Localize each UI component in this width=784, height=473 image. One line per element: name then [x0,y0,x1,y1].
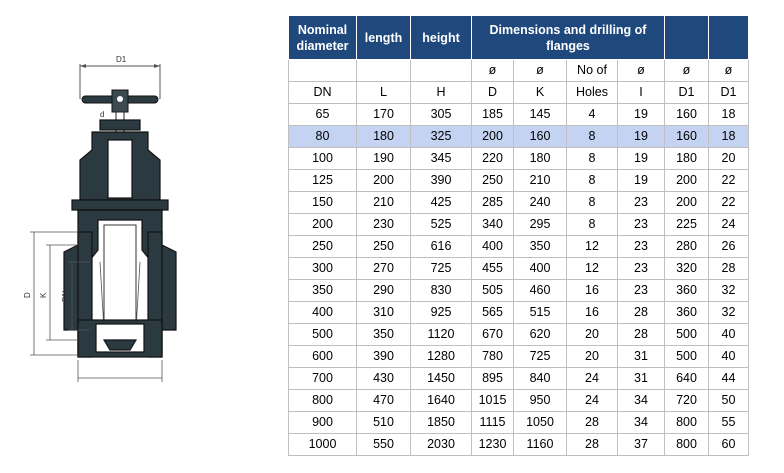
table-cell: 23 [618,236,665,258]
table-cell: 505 [472,280,514,302]
table-cell: 32 [709,280,749,302]
table-cell: 28 [567,434,618,456]
table-cell: 200 [665,192,709,214]
table-cell: 390 [357,346,411,368]
table-cell: 290 [357,280,411,302]
table-cell: 40 [709,324,749,346]
table-cell [411,60,472,82]
table-cell: 40 [709,346,749,368]
table-cell: 230 [357,214,411,236]
table-cell: 1230 [472,434,514,456]
table-cell: 28 [709,258,749,280]
table-cell: 350 [514,236,567,258]
table-cell: 500 [665,346,709,368]
header-row [289,16,749,60]
table-cell: 200 [357,170,411,192]
table-cell: 800 [665,412,709,434]
subheader-row [289,60,749,82]
table-row [289,258,749,280]
table-cell: 390 [411,170,472,192]
table-row [289,434,749,456]
table-cell: 1280 [411,346,472,368]
table-cell: 1050 [514,412,567,434]
table-row [289,346,749,368]
table-cell: 400 [514,258,567,280]
table-cell: 1850 [411,412,472,434]
table-cell: 190 [357,148,411,170]
table-cell: 510 [357,412,411,434]
table-cell: ø [514,60,567,82]
header-blank-2 [709,16,749,60]
table-cell: 345 [411,148,472,170]
table-cell: 670 [472,324,514,346]
table-cell [357,60,411,82]
table-cell: 1115 [472,412,514,434]
table-cell: 565 [472,302,514,324]
table-cell: 24 [567,368,618,390]
table-cell: 640 [665,368,709,390]
table-cell: 150 [289,192,357,214]
table-cell: 8 [567,170,618,192]
table-cell: H [411,82,472,104]
header-height: height [411,16,472,60]
table-cell: 200 [665,170,709,192]
table-cell: 310 [357,302,411,324]
header-nominal-diameter: Nominal diameter [289,16,357,60]
table-cell: 830 [411,280,472,302]
table-cell: 170 [357,104,411,126]
table-cell: 100 [289,148,357,170]
table-cell: D1 [709,82,749,104]
table-cell: 1000 [289,434,357,456]
table-cell: 515 [514,302,567,324]
symbol-row [289,82,749,104]
table-cell: 24 [709,214,749,236]
table-cell: 925 [411,302,472,324]
table-cell: I [618,82,665,104]
table-cell: ø [618,60,665,82]
table-cell: D [472,82,514,104]
table-row [289,170,749,192]
table-cell: 1160 [514,434,567,456]
table-cell: 200 [289,214,357,236]
table-cell: 8 [567,126,618,148]
table-row [289,412,749,434]
table-cell: 180 [357,126,411,148]
table-cell: 1015 [472,390,514,412]
table-cell: 525 [411,214,472,236]
DN-label: DN [61,290,70,302]
table-cell: 240 [514,192,567,214]
table-cell: 28 [567,412,618,434]
table-cell: 20 [567,346,618,368]
table-cell: 200 [472,126,514,148]
table-cell: 16 [567,302,618,324]
table-cell: 160 [665,104,709,126]
table-cell: 8 [567,192,618,214]
table-cell: 2030 [411,434,472,456]
table-cell: K [514,82,567,104]
d1-label: D1 [116,55,127,64]
table-cell: 12 [567,258,618,280]
table-cell: 320 [665,258,709,280]
table-cell: 895 [472,368,514,390]
table-cell: 400 [289,302,357,324]
table-cell: 800 [289,390,357,412]
handwheel [80,55,160,112]
table-cell: DN [289,82,357,104]
header-blank-1 [665,16,709,60]
table-cell: Holes [567,82,618,104]
D-label: D [23,292,32,298]
table-cell: 360 [665,280,709,302]
table-cell: 725 [411,258,472,280]
table-cell: 23 [618,192,665,214]
dimensions-table [288,15,749,456]
table-cell: 950 [514,390,567,412]
table-cell: 22 [709,170,749,192]
table-cell: 160 [514,126,567,148]
table-cell: 18 [709,126,749,148]
table-cell: 780 [472,346,514,368]
table-cell: 19 [618,148,665,170]
table-cell: ø [709,60,749,82]
table-cell: 840 [514,368,567,390]
table-cell: 300 [289,258,357,280]
table-cell: 270 [357,258,411,280]
table-cell: 19 [618,104,665,126]
table-cell: 295 [514,214,567,236]
table-cell: 620 [514,324,567,346]
table-cell: ø [665,60,709,82]
table-cell: 16 [567,280,618,302]
table-cell: 160 [665,126,709,148]
table-cell: 725 [514,346,567,368]
table-cell: 400 [472,236,514,258]
table-cell: 600 [289,346,357,368]
table-cell: 550 [357,434,411,456]
table-cell: 210 [514,170,567,192]
table-cell: 305 [411,104,472,126]
table-cell: ø [472,60,514,82]
header-length: length [357,16,411,60]
table-cell: 23 [618,258,665,280]
table-row [289,192,749,214]
table-row [289,104,749,126]
valve-body [64,210,176,357]
table-cell: 28 [618,324,665,346]
table-row [289,302,749,324]
table-cell: 280 [665,236,709,258]
table-cell: 460 [514,280,567,302]
table-row [289,280,749,302]
table-cell: 12 [567,236,618,258]
table-cell: 18 [709,104,749,126]
table-cell: 31 [618,346,665,368]
table-cell: 50 [709,390,749,412]
table-cell: 616 [411,236,472,258]
table-cell: 700 [289,368,357,390]
table-cell: 340 [472,214,514,236]
table-cell: 80 [289,126,357,148]
table-cell: D1 [665,82,709,104]
table-cell: 8 [567,214,618,236]
table-row [289,390,749,412]
table-cell: 1640 [411,390,472,412]
table-cell: 20 [567,324,618,346]
table-cell: 220 [472,148,514,170]
table-cell: 26 [709,236,749,258]
table-cell: 180 [514,148,567,170]
table-row [289,126,749,148]
table-cell: 500 [665,324,709,346]
bonnet [72,120,168,210]
table-cell: 350 [289,280,357,302]
table-cell: 285 [472,192,514,214]
table-cell: 32 [709,302,749,324]
table-cell: 500 [289,324,357,346]
table-cell: 180 [665,148,709,170]
table-cell: 800 [665,434,709,456]
table-cell: 28 [618,302,665,324]
table-cell: 250 [472,170,514,192]
table-cell: 34 [618,412,665,434]
table-cell: 1120 [411,324,472,346]
table-row [289,236,749,258]
table-cell: 185 [472,104,514,126]
table-cell: 325 [411,126,472,148]
table-cell: 22 [709,192,749,214]
table-cell: No of [567,60,618,82]
table-cell: 425 [411,192,472,214]
table-cell: 250 [289,236,357,258]
table-cell: 31 [618,368,665,390]
table-row [289,324,749,346]
table-cell: 145 [514,104,567,126]
table-cell: 19 [618,170,665,192]
d-label: d [100,110,105,119]
table-cell: 19 [618,126,665,148]
K-label: K [39,292,48,298]
table-cell: 55 [709,412,749,434]
table-cell: 23 [618,280,665,302]
header-flange-dimensions: Dimensions and drilling of flanges [472,16,665,60]
table-cell: 20 [709,148,749,170]
table-cell: 8 [567,148,618,170]
table-cell: 470 [357,390,411,412]
table-cell: 65 [289,104,357,126]
table-cell: 250 [357,236,411,258]
table-cell: 60 [709,434,749,456]
table-cell: 34 [618,390,665,412]
table-row [289,368,749,390]
table-cell: 350 [357,324,411,346]
table-cell: 37 [618,434,665,456]
table-cell: 4 [567,104,618,126]
table-row [289,214,749,236]
table-cell: 44 [709,368,749,390]
table-cell: 720 [665,390,709,412]
table-cell: 125 [289,170,357,192]
table-cell: 225 [665,214,709,236]
table-cell: 360 [665,302,709,324]
table-cell: 455 [472,258,514,280]
table-cell [289,60,357,82]
table-cell: 900 [289,412,357,434]
table-cell: 23 [618,214,665,236]
table-cell: 1450 [411,368,472,390]
table-row [289,148,749,170]
table-cell: 430 [357,368,411,390]
gate-valve-drawing [0,0,280,473]
table-cell: 210 [357,192,411,214]
table-cell: L [357,82,411,104]
table-cell: 24 [567,390,618,412]
